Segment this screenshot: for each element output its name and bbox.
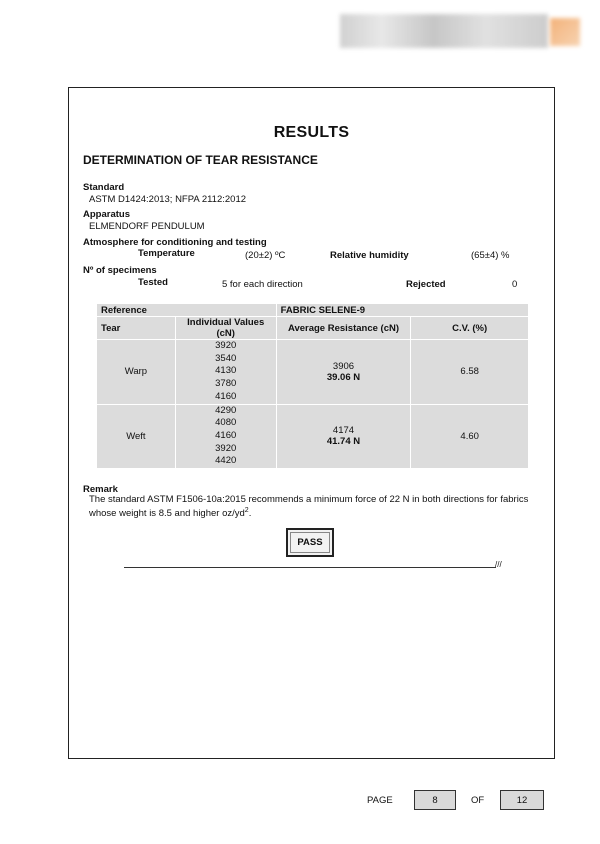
results-title: RESULTS bbox=[273, 124, 350, 141]
page-number-box: 8 bbox=[414, 790, 456, 810]
total-pages-box: 12 bbox=[500, 790, 544, 810]
temperature-value: (20±2) ºC bbox=[245, 250, 286, 261]
table-row bbox=[97, 404, 529, 469]
blurred-logo-accent bbox=[550, 18, 580, 46]
table-row bbox=[97, 340, 529, 405]
section-title: DETERMINATION OF TEAR RESISTANCE bbox=[83, 153, 318, 167]
apparatus-label: Apparatus bbox=[83, 209, 130, 220]
header-tear: Tear bbox=[97, 317, 176, 340]
end-mark: /// bbox=[495, 560, 502, 569]
individual-values: 4290 4080 4160 3920 4420 bbox=[175, 404, 276, 469]
apparatus-value: ELMENDORF PENDULUM bbox=[89, 221, 205, 232]
average-resistance: 4174 41.74 N bbox=[276, 404, 411, 469]
page-label: PAGE bbox=[367, 795, 393, 806]
header-individual-values: Individual Values (cN) bbox=[175, 317, 276, 340]
humidity-label: Relative humidity bbox=[330, 250, 409, 261]
blurred-logo bbox=[340, 14, 548, 48]
page-footer bbox=[367, 790, 547, 812]
tested-value: 5 for each direction bbox=[222, 279, 303, 290]
rejected-label: Rejected bbox=[406, 279, 446, 290]
atmosphere-label: Atmosphere for conditioning and testing bbox=[83, 237, 267, 248]
of-label: OF bbox=[471, 795, 485, 806]
cv-value: 6.58 bbox=[411, 340, 529, 405]
reference-label: Reference bbox=[97, 304, 277, 317]
tear-direction: Weft bbox=[97, 404, 176, 469]
individual-values: 3920 3540 4130 3780 4160 bbox=[175, 340, 276, 405]
cv-value: 4.60 bbox=[411, 404, 529, 469]
header-cv: C.V. (%) bbox=[411, 317, 529, 340]
tear-direction: Warp bbox=[97, 340, 176, 405]
standard-label: Standard bbox=[83, 182, 125, 193]
reference-value: FABRIC SELENE-9 bbox=[276, 304, 528, 317]
average-resistance: 3906 39.06 N bbox=[276, 340, 411, 405]
remark-text: The standard ASTM F1506-10a:2015 recommends a minimum force of 22 N in both directions for fabrics whose weight is 8.5 and higher $oz/yd^2$. bbox=[89, 494, 529, 520]
rejected-value: 0 bbox=[512, 279, 518, 290]
humidity-value: (65±4) % bbox=[471, 250, 510, 261]
remark-title: Remark bbox=[83, 484, 118, 495]
specimens-label: Nº of specimens bbox=[83, 265, 157, 276]
pass-verdict-badge: PASS bbox=[286, 528, 334, 557]
tear-results-table bbox=[96, 303, 529, 469]
temperature-label: Temperature bbox=[138, 248, 195, 259]
header-average-resistance: Average Resistance (cN) bbox=[276, 317, 411, 340]
end-of-section-line bbox=[124, 567, 496, 568]
tested-label: Tested bbox=[138, 277, 168, 288]
report-page bbox=[68, 87, 555, 759]
standard-value: ASTM D1424:2013; NFPA 2112:2012 bbox=[89, 194, 247, 205]
